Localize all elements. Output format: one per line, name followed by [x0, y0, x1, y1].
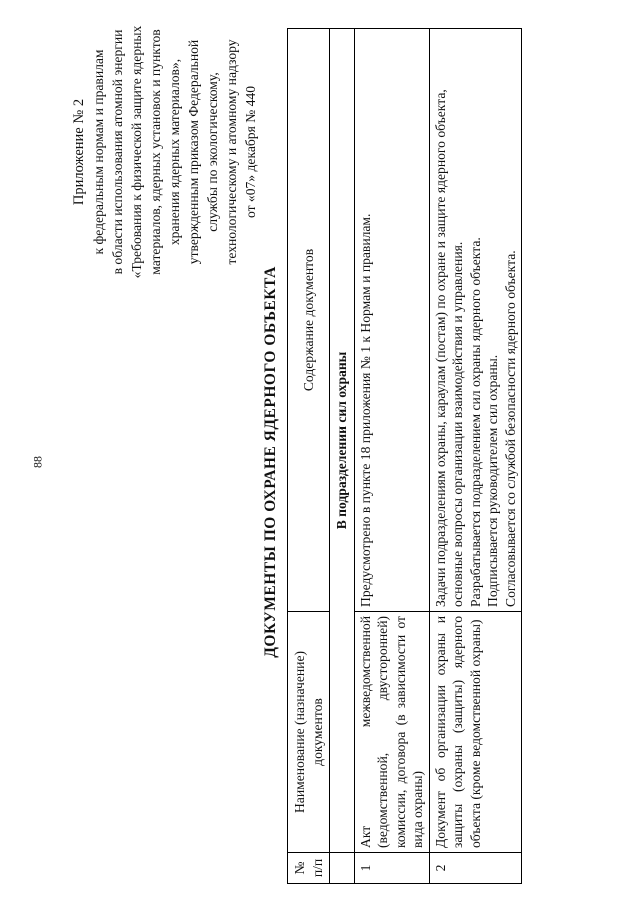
header-num: № п/п: [288, 853, 330, 884]
appendix-header: [70, 20, 260, 284]
row-num: 1: [354, 853, 429, 884]
appendix-line: «Требования к физической защите ядерных: [129, 25, 144, 279]
appendix-line: технологическому и атомному надзору: [224, 39, 239, 265]
header-name: Наименование (назначение) документов: [288, 612, 330, 853]
content-line: Разрабатывается подразделением сил охраны ядерного объекта.: [467, 237, 483, 607]
header-content: Содержание документов: [288, 29, 330, 612]
table-row: [354, 29, 429, 884]
section-spacer: [330, 853, 355, 884]
page-number: 88: [30, 456, 45, 468]
document-title: ДОКУМЕНТЫ ПО ОХРАНЕ ЯДЕРНОГО ОБЪЕКТА: [262, 266, 279, 658]
appendix-line: хранения ядерных материалов»,: [167, 58, 182, 246]
content-line: Задачи подразделениям охраны, караулам (постам) по охране и защите ядерного объекта, основные вопросы организации взаимодействия и управления.: [432, 89, 465, 607]
appendix-line: утвержденным приказом Федеральной: [186, 39, 201, 265]
table-header-row: [288, 29, 330, 884]
appendix-title: Приложение № 2: [71, 98, 87, 206]
documents-table: [287, 28, 522, 884]
appendix-line: в области использования атомной энергии: [110, 29, 125, 275]
appendix-line: материалов, ядерных установок и пунктов: [148, 29, 163, 275]
section-title: В подразделении сил охраны: [330, 29, 355, 853]
row-name: Документ об организации охраны и защиты (охраны (защиты) ядерного объекта (кроме ведомственной охраны): [429, 612, 522, 853]
row-content: [429, 29, 522, 612]
appendix-line: к федеральным нормам и правилам: [91, 49, 106, 255]
row-name: Акт межведомственной (ведомственной, двусторонней) комиссии, договора (в зависимости от вида охраны): [354, 612, 429, 853]
appendix-line: службы по экологическому,: [205, 72, 220, 232]
table-row: [429, 29, 522, 884]
appendix-line: от «07» декабря № 440: [243, 85, 258, 219]
content-line: Предусмотрено в пункте 18 приложения № 1 к Нормам и правилам.: [357, 213, 373, 607]
row-content: [354, 29, 429, 612]
section-row: [330, 29, 355, 884]
content-line: Подписывается руководителем сил охраны.: [485, 354, 500, 607]
row-num: 2: [429, 853, 522, 884]
content-line: Согласовывается со службой безопасности ядерного объекта.: [502, 250, 518, 607]
